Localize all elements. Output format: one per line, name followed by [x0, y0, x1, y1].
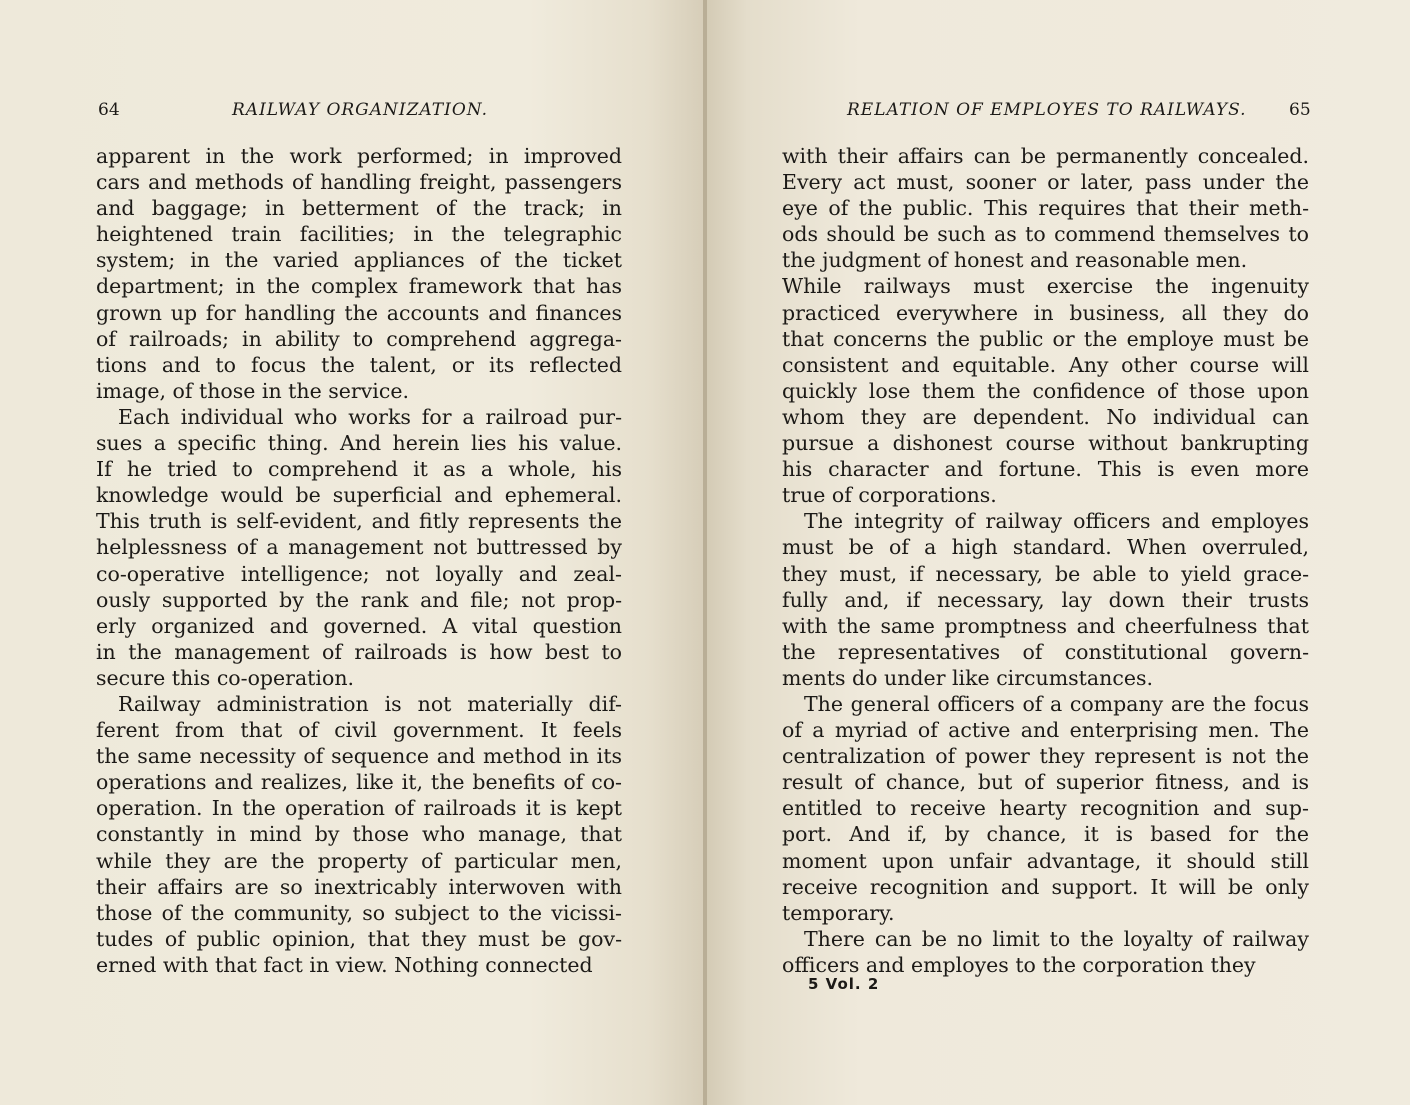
text-line: and baggage; in betterment of the track; in [96, 196, 622, 221]
text-line: tions and to focus the talent, or its reflected [96, 352, 622, 377]
text-line: while they are the property of particular men, [96, 848, 622, 873]
text-line: those of the community, so subject to the vicissi- [96, 900, 622, 925]
text-line: consistent and equitable. Any other course will [782, 352, 1309, 377]
text-line: of railroads; in ability to comprehend aggrega- [96, 326, 622, 351]
text-line: the same necessity of sequence and method in its [96, 744, 622, 769]
text-line: they must, if necessary, be able to yield grace- [782, 561, 1309, 586]
text-line: in the management of railroads is how best to [96, 639, 622, 664]
text-line: practiced everywhere in business, all they do [782, 300, 1309, 325]
right-page-text [782, 143, 1309, 978]
text-line: cars and methods of handling freight, passengers [96, 170, 622, 195]
right-page-number: 65 [1289, 100, 1311, 120]
text-line: operation. In the operation of railroads it is kept [96, 796, 622, 821]
text-line: tudes of public opinion, that they must be gov- [96, 926, 622, 951]
text-line: ferent from that of civil government. It feels [96, 718, 622, 743]
text-line: moment upon unfair advantage, it should still [782, 848, 1309, 873]
text-line: co-operative intelligence; not loyally and zeal- [96, 561, 622, 586]
text-line: This truth is self-evident, and fitly represents the [96, 509, 622, 534]
text-line: port. And if, by chance, it is based for the [782, 822, 1309, 847]
text-line: sues a specific thing. And herein lies his value. [96, 431, 622, 456]
signature-mark: 5 Vol. 2 [808, 975, 880, 993]
text-line: If he tried to comprehend it as a whole, his [96, 457, 622, 482]
text-line: department; in the complex framework that has [96, 274, 622, 299]
text-line: pursue a dishonest course without bankrupting [782, 431, 1309, 456]
text-line: eye of the public. This requires that their meth- [782, 196, 1309, 221]
text-line: quickly lose them the confidence of those upon [782, 378, 1309, 403]
text-line: whom they are dependent. No individual can [782, 404, 1309, 429]
text-line: the judgment of honest and reasonable men. [782, 248, 1248, 273]
text-line: centralization of power they represent is not the [782, 744, 1309, 769]
right-running-title: RELATION OF EMPLOYES TO RAILWAYS. [847, 100, 1247, 120]
text-line: Each individual who works for a railroad pur- [118, 404, 622, 429]
text-line: The integrity of railway officers and employes [804, 509, 1309, 534]
text-line: heightened train facilities; in the telegraphic [96, 222, 622, 247]
text-line: with the same promptness and cheerfulness that [782, 613, 1309, 638]
text-line: The general officers of a company are the focus [804, 691, 1309, 716]
text-line: operations and realizes, like it, the benefits of co- [96, 770, 622, 795]
left-page-number: 64 [98, 100, 120, 120]
text-line: temporary. [782, 900, 895, 925]
right-page [705, 0, 1410, 1105]
text-line: apparent in the work performed; in improved [96, 144, 622, 168]
text-line: the representatives of constitutional govern- [782, 639, 1309, 664]
text-line: There can be no limit to the loyalty of railway [804, 926, 1309, 951]
text-line: grown up for handling the accounts and finances [96, 300, 622, 325]
book-gutter [703, 0, 707, 1105]
text-line: officers and employes to the corporation they [782, 952, 1256, 977]
text-line: erly organized and governed. A vital question [96, 613, 622, 638]
text-line: that concerns the public or the employe must be [782, 326, 1309, 351]
text-line: must be of a high standard. When overruled, [782, 535, 1309, 560]
text-line: constantly in mind by those who manage, that [96, 822, 622, 847]
text-line: ments do under like circumstances. [782, 665, 1153, 690]
text-line: true of corporations. [782, 483, 997, 508]
text-line: with their affairs can be permanently concealed. [782, 144, 1309, 168]
left-running-title: RAILWAY ORGANIZATION. [232, 100, 488, 120]
text-line: entitled to receive hearty recognition and sup- [782, 796, 1309, 821]
text-line: Every act must, sooner or later, pass under the [782, 170, 1309, 195]
text-line: knowledge would be superficial and ephemeral. [96, 483, 622, 508]
text-line: of a myriad of active and enterprising men. The [782, 718, 1309, 743]
text-line: system; in the varied appliances of the ticket [96, 248, 622, 273]
text-line: their affairs are so inextricably interwoven with [96, 874, 622, 899]
text-line: his character and fortune. This is even more [782, 457, 1309, 482]
text-line: While railways must exercise the ingenuity [782, 274, 1309, 299]
text-line: Railway administration is not materially dif- [118, 691, 622, 716]
text-line: helplessness of a management not buttressed by [96, 535, 622, 560]
text-line: ods should be such as to commend themselves to [782, 222, 1309, 247]
text-line: receive recognition and support. It will be only [782, 874, 1309, 899]
text-line: erned with that fact in view. Nothing connected [96, 952, 593, 977]
text-line: ously supported by the rank and file; not prop- [96, 587, 622, 612]
left-page-text [96, 143, 622, 978]
text-line: secure this co-operation. [96, 665, 355, 690]
text-line: fully and, if necessary, lay down their trusts [782, 587, 1309, 612]
text-line: image, of those in the service. [96, 378, 409, 403]
text-line: result of chance, but of superior fitness, and is [782, 770, 1309, 795]
